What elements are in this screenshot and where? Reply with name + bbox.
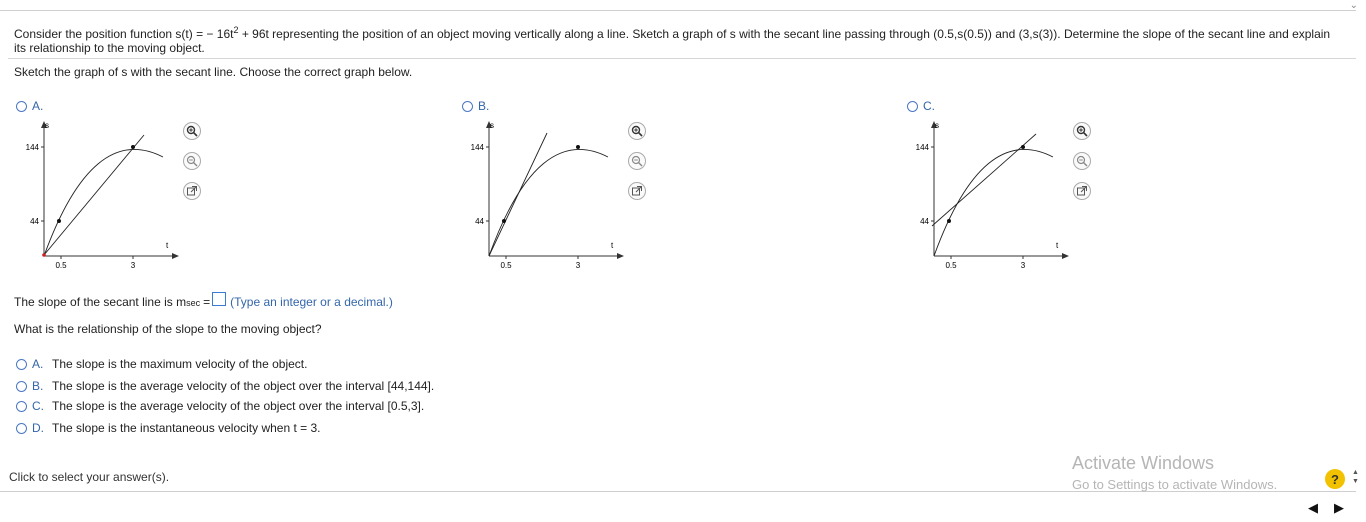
graph-c-curve — [934, 149, 1053, 256]
instruction-text: Sketch the graph of s with the secant line. Choose the correct graph below. — [14, 65, 413, 79]
slope-subscript: sec — [186, 298, 201, 308]
help-icon[interactable]: ? — [1325, 469, 1345, 489]
graph-b-curve — [489, 149, 608, 256]
graph-option-c[interactable] — [907, 99, 935, 113]
answer-letter-a: A. — [32, 357, 44, 371]
graph-a-y-tick-44: 44 — [30, 217, 39, 226]
graph-c-y-label: s — [935, 121, 939, 130]
answer-option-a[interactable] — [16, 357, 307, 371]
graph-c-x-tick-05: 0.5 — [945, 261, 957, 270]
graph-option-b[interactable] — [462, 99, 489, 113]
next-button[interactable]: ▶ — [1334, 500, 1344, 515]
graph-b — [463, 116, 633, 274]
graph-c-x-label: t — [1056, 241, 1059, 250]
radio-a[interactable] — [16, 101, 27, 112]
slope-row — [14, 292, 393, 309]
radio-b[interactable] — [462, 101, 473, 112]
graph-a-point-2 — [131, 145, 135, 149]
open-new-window-icon[interactable] — [183, 182, 201, 200]
answer-radio-c[interactable] — [16, 401, 27, 412]
graph-c-secant — [932, 134, 1036, 226]
graph-c-y-tick-44: 44 — [920, 217, 929, 226]
zoom-out-icon[interactable] — [628, 152, 646, 170]
graph-option-b-label: B. — [478, 99, 490, 113]
graph-option-a[interactable] — [16, 99, 43, 113]
question-part-1: Consider the position function s(t) = − 16t — [14, 27, 234, 41]
answer-text-b: The slope is the average velocity of the object over the interval [44,144]. — [52, 379, 435, 393]
scroll-arrows-icon[interactable]: ▲ ▼ — [1352, 469, 1359, 485]
zoom-out-icon[interactable] — [183, 152, 201, 170]
graph-option-a-label: A. — [32, 99, 44, 113]
zoom-out-icon[interactable] — [1073, 152, 1091, 170]
graph-a-tools — [183, 122, 203, 212]
navigation-buttons — [1300, 497, 1352, 519]
answer-text-c: The slope is the average velocity of the object over the interval [0.5,3]. — [52, 399, 425, 413]
graph-c-point-2 — [1021, 145, 1025, 149]
graph-b-y-tick-44: 44 — [475, 217, 484, 226]
graph-b-tools — [628, 122, 648, 212]
graph-a-secant — [44, 135, 144, 255]
graph-c-y-tick-144: 144 — [915, 143, 929, 152]
answer-text-a: The slope is the maximum velocity of the object. — [52, 357, 308, 371]
zoom-in-icon[interactable] — [183, 122, 201, 140]
slope-answer-input[interactable] — [212, 292, 226, 306]
relationship-question: What is the relationship of the slope to the moving object? — [14, 322, 322, 336]
graph-b-x-label: t — [611, 241, 614, 250]
answer-option-b[interactable] — [16, 379, 434, 393]
collapse-icon[interactable]: ⌄ — [1349, 0, 1358, 11]
graph-b-y-label: s — [490, 121, 494, 130]
activation-watermark-subtitle: Go to Settings to activate Windows. — [1072, 477, 1278, 492]
answer-option-d[interactable] — [16, 421, 321, 435]
radio-c[interactable] — [907, 101, 918, 112]
answer-option-c[interactable] — [16, 399, 424, 413]
graph-a-origin-point — [42, 253, 46, 257]
graph-c-x-tick-3: 3 — [1020, 261, 1026, 270]
status-text: Click to select your answer(s). — [9, 470, 170, 484]
question-divider — [8, 58, 1356, 59]
answer-radio-a[interactable] — [16, 359, 27, 370]
answer-letter-d: D. — [32, 421, 44, 435]
graph-a-point-1 — [57, 219, 61, 223]
answer-letter-c: C. — [32, 399, 44, 413]
slope-hint: (Type an integer or a decimal.) — [230, 295, 393, 309]
graph-option-c-label: C. — [923, 99, 935, 113]
slope-prefix: The slope of the secant line is m — [14, 295, 187, 309]
answer-radio-d[interactable] — [16, 423, 27, 434]
graph-b-point-2 — [576, 145, 580, 149]
answer-text-d: The slope is the instantaneous velocity when t = 3. — [52, 421, 321, 435]
graph-b-point-1 — [502, 219, 506, 223]
graph-a-y-label: s — [45, 121, 49, 130]
graph-a-x-label: t — [166, 241, 169, 250]
question-text — [14, 23, 1344, 55]
graph-a-y-tick-144: 144 — [25, 143, 39, 152]
answer-radio-b[interactable] — [16, 381, 27, 392]
question-part-2: + 96t representing the position of an object moving vertically along a line. Sketch a graph of s with the secant line passing through (0.5,s(0.5)) and (3,s(3)). Determine the slope of the secant line and explain its relationship to the moving object. — [14, 27, 1331, 55]
zoom-in-icon[interactable] — [1073, 122, 1091, 140]
graph-b-x-tick-05: 0.5 — [500, 261, 512, 270]
open-new-window-icon[interactable] — [628, 182, 646, 200]
zoom-in-icon[interactable] — [628, 122, 646, 140]
graph-c-tools — [1073, 122, 1093, 212]
top-divider — [0, 10, 1356, 11]
graph-a-x-tick-05: 0.5 — [55, 261, 67, 270]
previous-button[interactable]: ◀ — [1308, 500, 1318, 515]
graph-a-x-tick-3: 3 — [130, 261, 136, 270]
open-new-window-icon[interactable] — [1073, 182, 1091, 200]
graph-b-x-tick-3: 3 — [575, 261, 581, 270]
activation-watermark-title: Activate Windows — [1072, 453, 1215, 473]
graph-a-curve — [44, 149, 163, 256]
graph-b-secant — [489, 133, 547, 256]
graph-b-y-tick-144: 144 — [470, 143, 484, 152]
graph-a — [18, 116, 188, 274]
graph-c-point-1 — [947, 219, 951, 223]
graph-c — [908, 116, 1078, 274]
slope-equals: = — [203, 295, 211, 309]
answer-letter-b: B. — [32, 379, 44, 393]
question-exponent: 2 — [233, 25, 239, 35]
